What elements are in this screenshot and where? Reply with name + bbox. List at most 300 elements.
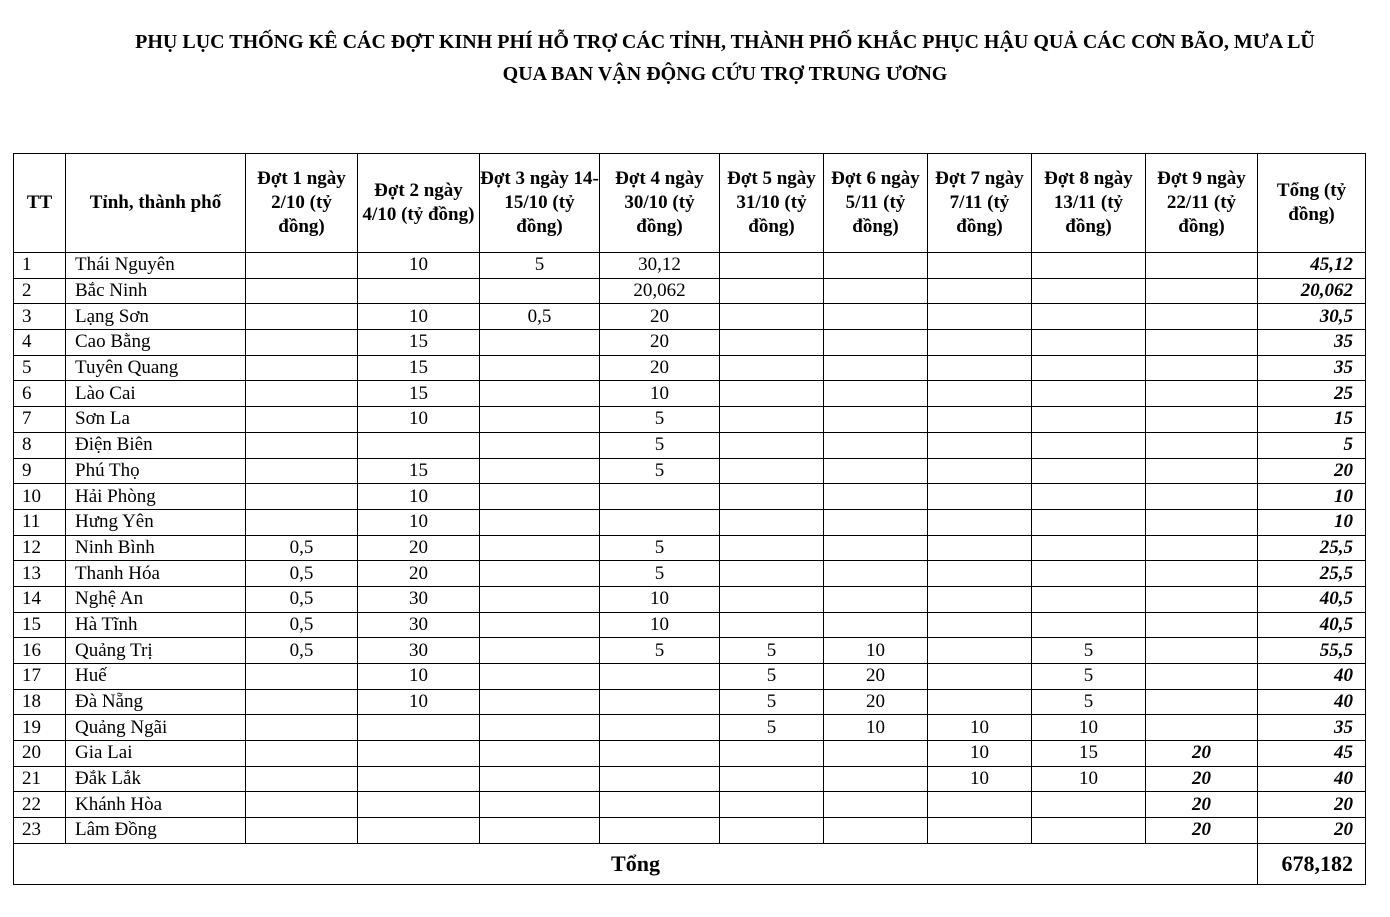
cell-dot-6: [824, 407, 928, 433]
cell-dot-2: 10: [358, 509, 480, 535]
cell-dot-6: 20: [824, 689, 928, 715]
cell-dot-1: [246, 484, 358, 510]
cell-dot-4: [600, 715, 720, 741]
row-total: 10: [1258, 484, 1366, 510]
table-row: [14, 330, 1366, 356]
cell-dot-8: [1032, 304, 1146, 330]
cell-dot-3: [480, 278, 600, 304]
province-name: Điện Biên: [66, 432, 246, 458]
cell-dot-1: [246, 330, 358, 356]
cell-dot-5: [720, 278, 824, 304]
cell-dot-1: [246, 432, 358, 458]
cell-dot-1: [246, 689, 358, 715]
cell-dot-7: [928, 381, 1032, 407]
cell-dot-4: [600, 818, 720, 844]
province-name: Huế: [66, 664, 246, 690]
cell-dot-6: [824, 792, 928, 818]
cell-dot-9: [1146, 715, 1258, 741]
cell-dot-6: [824, 586, 928, 612]
row-total: 40,5: [1258, 586, 1366, 612]
province-name: Lâm Đồng: [66, 818, 246, 844]
cell-dot-6: [824, 355, 928, 381]
cell-dot-8: [1032, 381, 1146, 407]
cell-dot-4: 20,062: [600, 278, 720, 304]
row-total: 20: [1258, 792, 1366, 818]
cell-dot-2: [358, 278, 480, 304]
province-name: Đắk Lắk: [66, 766, 246, 792]
table-row: [14, 715, 1366, 741]
total-label: Tổng: [14, 843, 1258, 884]
cell-dot-4: 20: [600, 304, 720, 330]
cell-dot-3: [480, 561, 600, 587]
cell-dot-8: [1032, 253, 1146, 279]
province-name: Gia Lai: [66, 741, 246, 767]
cell-dot-5: 5: [720, 689, 824, 715]
cell-dot-4: [600, 792, 720, 818]
cell-dot-3: [480, 586, 600, 612]
cell-dot-8: [1032, 792, 1146, 818]
table-row: [14, 741, 1366, 767]
cell-dot-9: [1146, 484, 1258, 510]
cell-dot-4: 30,12: [600, 253, 720, 279]
cell-dot-7: [928, 278, 1032, 304]
cell-dot-6: 20: [824, 664, 928, 690]
cell-dot-1: 0,5: [246, 612, 358, 638]
cell-dot-8: [1032, 407, 1146, 433]
cell-dot-7: [928, 535, 1032, 561]
cell-dot-9: [1146, 253, 1258, 279]
cell-dot-3: [480, 664, 600, 690]
cell-dot-4: [600, 766, 720, 792]
cell-dot-4: 20: [600, 330, 720, 356]
cell-dot-5: [720, 458, 824, 484]
cell-dot-7: 10: [928, 766, 1032, 792]
cell-dot-7: [928, 304, 1032, 330]
cell-dot-1: 0,5: [246, 638, 358, 664]
cell-dot-1: [246, 278, 358, 304]
cell-dot-2: [358, 766, 480, 792]
cell-dot-1: [246, 458, 358, 484]
cell-dot-8: 5: [1032, 689, 1146, 715]
cell-dot-9: [1146, 278, 1258, 304]
table-row: [14, 638, 1366, 664]
cell-dot-5: [720, 741, 824, 767]
cell-dot-7: [928, 638, 1032, 664]
table-row: [14, 304, 1366, 330]
cell-dot-6: [824, 253, 928, 279]
row-total: 25,5: [1258, 561, 1366, 587]
row-total: 20: [1258, 818, 1366, 844]
cell-dot-5: [720, 432, 824, 458]
province-name: Sơn La: [66, 407, 246, 433]
cell-dot-1: [246, 741, 358, 767]
province-name: Thanh Hóa: [66, 561, 246, 587]
row-total: 20,062: [1258, 278, 1366, 304]
total-row: [14, 843, 1366, 884]
cell-dot-3: [480, 330, 600, 356]
row-number: 6: [14, 381, 66, 407]
cell-dot-8: [1032, 818, 1146, 844]
cell-dot-9: 20: [1146, 792, 1258, 818]
header-dot-5: Đợt 5 ngày 31/10 (tỷ đồng): [720, 154, 824, 253]
row-total: 25: [1258, 381, 1366, 407]
cell-dot-2: 15: [358, 330, 480, 356]
cell-dot-3: 5: [480, 253, 600, 279]
cell-dot-3: [480, 792, 600, 818]
province-name: Phú Thọ: [66, 458, 246, 484]
cell-dot-6: [824, 509, 928, 535]
cell-dot-2: 10: [358, 253, 480, 279]
header-dot-3: Đợt 3 ngày 14-15/10 (tỷ đồng): [480, 154, 600, 253]
cell-dot-6: [824, 458, 928, 484]
table-row: [14, 586, 1366, 612]
row-number: 14: [14, 586, 66, 612]
cell-dot-3: [480, 432, 600, 458]
cell-dot-2: 10: [358, 689, 480, 715]
cell-dot-7: [928, 561, 1032, 587]
cell-dot-2: 15: [358, 355, 480, 381]
row-total: 45,12: [1258, 253, 1366, 279]
cell-dot-5: [720, 612, 824, 638]
cell-dot-7: [928, 484, 1032, 510]
cell-dot-5: [720, 818, 824, 844]
cell-dot-7: [928, 355, 1032, 381]
row-number: 16: [14, 638, 66, 664]
cell-dot-6: [824, 818, 928, 844]
row-number: 15: [14, 612, 66, 638]
cell-dot-3: [480, 741, 600, 767]
cell-dot-1: [246, 792, 358, 818]
cell-dot-5: [720, 381, 824, 407]
cell-dot-1: [246, 818, 358, 844]
cell-dot-9: [1146, 561, 1258, 587]
province-name: Bắc Ninh: [66, 278, 246, 304]
cell-dot-1: [246, 355, 358, 381]
table-row: [14, 278, 1366, 304]
province-name: Quảng Trị: [66, 638, 246, 664]
cell-dot-7: [928, 330, 1032, 356]
cell-dot-4: [600, 689, 720, 715]
row-total: 40: [1258, 689, 1366, 715]
row-total: 30,5: [1258, 304, 1366, 330]
cell-dot-4: 5: [600, 561, 720, 587]
cell-dot-3: 0,5: [480, 304, 600, 330]
cell-dot-2: 10: [358, 304, 480, 330]
cell-dot-9: [1146, 638, 1258, 664]
cell-dot-5: 5: [720, 664, 824, 690]
province-name: Cao Bằng: [66, 330, 246, 356]
table-row: [14, 484, 1366, 510]
cell-dot-2: 30: [358, 586, 480, 612]
cell-dot-6: [824, 330, 928, 356]
cell-dot-9: [1146, 664, 1258, 690]
header-row: [14, 154, 1366, 253]
header-dot-9: Đợt 9 ngày 22/11 (tỷ đồng): [1146, 154, 1258, 253]
header-dot-7: Đợt 7 ngày 7/11 (tỷ đồng): [928, 154, 1032, 253]
cell-dot-6: [824, 561, 928, 587]
cell-dot-8: [1032, 509, 1146, 535]
cell-dot-7: 10: [928, 741, 1032, 767]
cell-dot-9: [1146, 612, 1258, 638]
cell-dot-4: 5: [600, 535, 720, 561]
header-tt: TT: [14, 154, 66, 253]
header-province: Tỉnh, thành phố: [66, 154, 246, 253]
header-dot-8: Đợt 8 ngày 13/11 (tỷ đồng): [1032, 154, 1146, 253]
row-total: 20: [1258, 458, 1366, 484]
table-row: [14, 612, 1366, 638]
cell-dot-5: [720, 304, 824, 330]
row-total: 45: [1258, 741, 1366, 767]
cell-dot-8: [1032, 432, 1146, 458]
table-row: [14, 535, 1366, 561]
table-row: [14, 689, 1366, 715]
row-number: 11: [14, 509, 66, 535]
cell-dot-2: [358, 741, 480, 767]
cell-dot-9: [1146, 509, 1258, 535]
province-name: Hải Phòng: [66, 484, 246, 510]
row-number: 7: [14, 407, 66, 433]
row-total: 55,5: [1258, 638, 1366, 664]
title-line-1: PHỤ LỤC THỐNG KÊ CÁC ĐỢT KINH PHÍ HỖ TRỢ CÁC TỈNH, THÀNH PHỐ KHẮC PHỤC HẬU QUẢ CÁC CƠN BÃO, MƯA LŨ: [135, 31, 1315, 53]
cell-dot-6: [824, 278, 928, 304]
cell-dot-4: 5: [600, 432, 720, 458]
cell-dot-9: [1146, 355, 1258, 381]
province-name: Quảng Ngãi: [66, 715, 246, 741]
province-name: Thái Nguyên: [66, 253, 246, 279]
table-row: [14, 407, 1366, 433]
table-row: [14, 381, 1366, 407]
cell-dot-5: [720, 792, 824, 818]
cell-dot-2: [358, 818, 480, 844]
cell-dot-3: [480, 715, 600, 741]
table-row: [14, 664, 1366, 690]
table-row: [14, 355, 1366, 381]
cell-dot-2: 30: [358, 612, 480, 638]
row-total: 15: [1258, 407, 1366, 433]
row-number: 5: [14, 355, 66, 381]
cell-dot-4: [600, 509, 720, 535]
cell-dot-7: [928, 664, 1032, 690]
cell-dot-6: [824, 535, 928, 561]
cell-dot-8: [1032, 278, 1146, 304]
province-name: Hà Tĩnh: [66, 612, 246, 638]
cell-dot-2: 10: [358, 484, 480, 510]
province-name: Nghệ An: [66, 586, 246, 612]
table-row: [14, 766, 1366, 792]
cell-dot-6: [824, 304, 928, 330]
province-name: Lào Cai: [66, 381, 246, 407]
cell-dot-3: [480, 638, 600, 664]
row-number: 3: [14, 304, 66, 330]
cell-dot-3: [480, 458, 600, 484]
cell-dot-4: 10: [600, 381, 720, 407]
table-row: [14, 792, 1366, 818]
cell-dot-9: [1146, 432, 1258, 458]
cell-dot-5: [720, 355, 824, 381]
cell-dot-8: 5: [1032, 638, 1146, 664]
cell-dot-1: [246, 766, 358, 792]
cell-dot-2: [358, 715, 480, 741]
cell-dot-2: 20: [358, 535, 480, 561]
row-total: 35: [1258, 355, 1366, 381]
table-row: [14, 509, 1366, 535]
cell-dot-6: [824, 766, 928, 792]
cell-dot-6: [824, 432, 928, 458]
title-line-2: QUA BAN VẬN ĐỘNG CỨU TRỢ TRUNG ƯƠNG: [502, 63, 948, 85]
cell-dot-7: [928, 509, 1032, 535]
row-total: 40: [1258, 766, 1366, 792]
cell-dot-9: [1146, 458, 1258, 484]
cell-dot-7: [928, 689, 1032, 715]
cell-dot-5: [720, 407, 824, 433]
province-name: Hưng Yên: [66, 509, 246, 535]
cell-dot-5: [720, 484, 824, 510]
cell-dot-5: [720, 766, 824, 792]
cell-dot-3: [480, 535, 600, 561]
cell-dot-9: 20: [1146, 766, 1258, 792]
row-number: 1: [14, 253, 66, 279]
cell-dot-8: [1032, 586, 1146, 612]
row-number: 13: [14, 561, 66, 587]
cell-dot-5: [720, 330, 824, 356]
cell-dot-9: [1146, 381, 1258, 407]
row-total: 40,5: [1258, 612, 1366, 638]
cell-dot-3: [480, 689, 600, 715]
cell-dot-2: 15: [358, 381, 480, 407]
cell-dot-7: [928, 458, 1032, 484]
cell-dot-3: [480, 818, 600, 844]
cell-dot-3: [480, 612, 600, 638]
cell-dot-2: 10: [358, 407, 480, 433]
cell-dot-8: 10: [1032, 715, 1146, 741]
cell-dot-5: [720, 509, 824, 535]
row-number: 4: [14, 330, 66, 356]
cell-dot-2: [358, 792, 480, 818]
cell-dot-3: [480, 355, 600, 381]
cell-dot-7: [928, 792, 1032, 818]
table-row: [14, 432, 1366, 458]
province-name: Đà Nẵng: [66, 689, 246, 715]
row-total: 5: [1258, 432, 1366, 458]
row-number: 19: [14, 715, 66, 741]
table-body: [14, 253, 1366, 844]
province-name: Ninh Bình: [66, 535, 246, 561]
header-dot-6: Đợt 6 ngày 5/11 (tỷ đồng): [824, 154, 928, 253]
row-number: 8: [14, 432, 66, 458]
cell-dot-5: 5: [720, 638, 824, 664]
cell-dot-9: 20: [1146, 741, 1258, 767]
row-total: 35: [1258, 715, 1366, 741]
cell-dot-4: 5: [600, 638, 720, 664]
cell-dot-1: 0,5: [246, 586, 358, 612]
cell-dot-9: [1146, 304, 1258, 330]
document-title: [0, 26, 1390, 90]
funding-table: [13, 153, 1366, 885]
row-number: 12: [14, 535, 66, 561]
cell-dot-3: [480, 509, 600, 535]
table-row: [14, 818, 1366, 844]
cell-dot-9: [1146, 586, 1258, 612]
cell-dot-9: [1146, 330, 1258, 356]
row-number: 9: [14, 458, 66, 484]
cell-dot-4: [600, 664, 720, 690]
cell-dot-4: 10: [600, 586, 720, 612]
cell-dot-4: 5: [600, 458, 720, 484]
cell-dot-1: [246, 407, 358, 433]
cell-dot-6: [824, 612, 928, 638]
cell-dot-6: [824, 741, 928, 767]
cell-dot-3: [480, 381, 600, 407]
header-dot-4: Đợt 4 ngày 30/10 (tỷ đồng): [600, 154, 720, 253]
cell-dot-7: [928, 586, 1032, 612]
cell-dot-5: 5: [720, 715, 824, 741]
row-number: 21: [14, 766, 66, 792]
cell-dot-2: 30: [358, 638, 480, 664]
cell-dot-3: [480, 766, 600, 792]
row-number: 22: [14, 792, 66, 818]
cell-dot-6: [824, 381, 928, 407]
cell-dot-2: [358, 432, 480, 458]
cell-dot-8: [1032, 484, 1146, 510]
cell-dot-1: 0,5: [246, 535, 358, 561]
row-total: 10: [1258, 509, 1366, 535]
cell-dot-1: [246, 253, 358, 279]
cell-dot-9: [1146, 535, 1258, 561]
cell-dot-9: 20: [1146, 818, 1258, 844]
cell-dot-3: [480, 407, 600, 433]
cell-dot-4: 5: [600, 407, 720, 433]
cell-dot-6: 10: [824, 715, 928, 741]
total-value: 678,182: [1258, 843, 1366, 884]
cell-dot-1: [246, 304, 358, 330]
cell-dot-5: [720, 586, 824, 612]
cell-dot-8: [1032, 330, 1146, 356]
cell-dot-8: [1032, 561, 1146, 587]
cell-dot-7: 10: [928, 715, 1032, 741]
cell-dot-4: 20: [600, 355, 720, 381]
cell-dot-2: 15: [358, 458, 480, 484]
cell-dot-7: [928, 407, 1032, 433]
cell-dot-7: [928, 432, 1032, 458]
row-total: 35: [1258, 330, 1366, 356]
cell-dot-5: [720, 535, 824, 561]
cell-dot-7: [928, 818, 1032, 844]
cell-dot-7: [928, 253, 1032, 279]
cell-dot-1: [246, 381, 358, 407]
cell-dot-8: 10: [1032, 766, 1146, 792]
cell-dot-8: [1032, 612, 1146, 638]
row-number: 23: [14, 818, 66, 844]
row-number: 10: [14, 484, 66, 510]
table-row: [14, 253, 1366, 279]
cell-dot-5: [720, 561, 824, 587]
cell-dot-8: [1032, 458, 1146, 484]
cell-dot-2: 20: [358, 561, 480, 587]
cell-dot-9: [1146, 407, 1258, 433]
cell-dot-1: [246, 664, 358, 690]
table-row: [14, 458, 1366, 484]
cell-dot-8: 5: [1032, 664, 1146, 690]
header-dot-2: Đợt 2 ngày 4/10 (tỷ đồng): [358, 154, 480, 253]
province-name: Khánh Hòa: [66, 792, 246, 818]
province-name: Tuyên Quang: [66, 355, 246, 381]
cell-dot-3: [480, 484, 600, 510]
row-number: 17: [14, 664, 66, 690]
header-total: Tổng (tỷ đồng): [1258, 154, 1366, 253]
cell-dot-2: 10: [358, 664, 480, 690]
cell-dot-8: [1032, 355, 1146, 381]
cell-dot-1: [246, 509, 358, 535]
